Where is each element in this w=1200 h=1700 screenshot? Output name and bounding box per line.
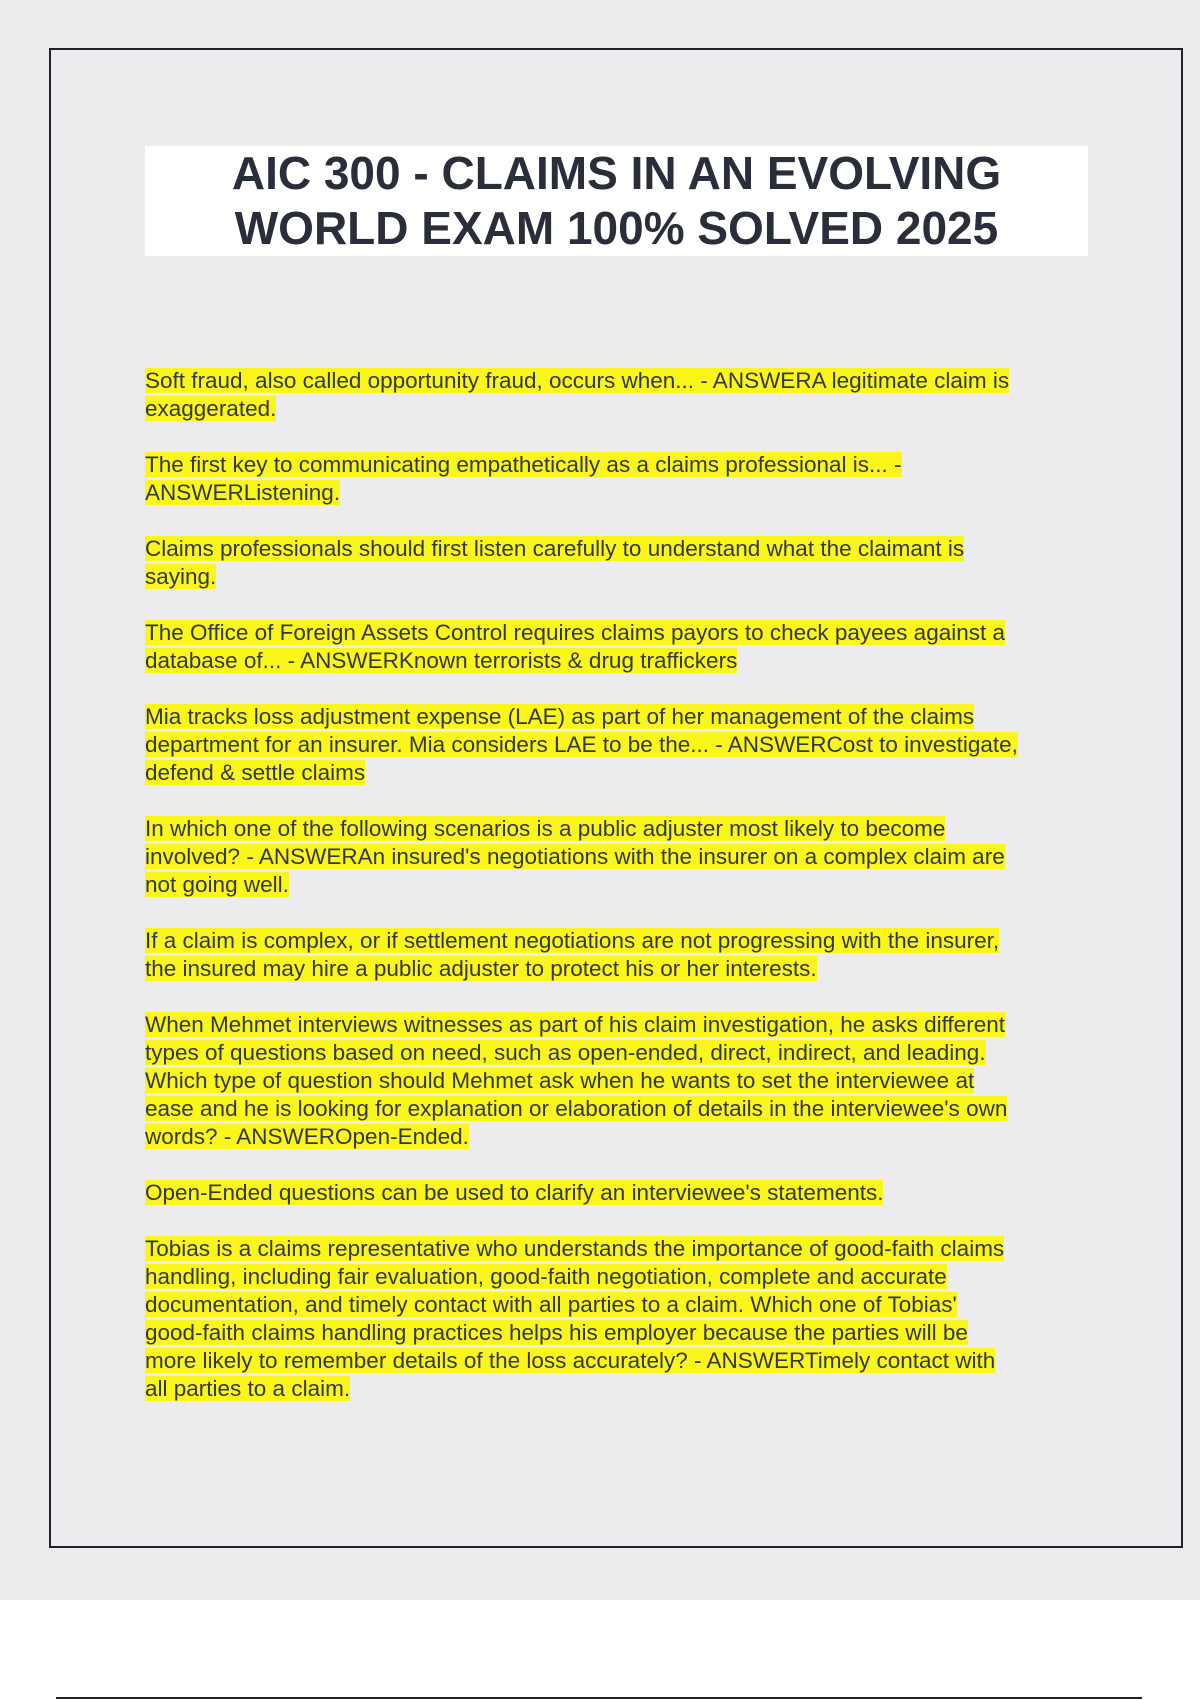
highlighted-text-line: types of questions based on need, such as open-ended, direct, indirect, and leading. <box>145 1040 986 1065</box>
highlighted-text-line: ANSWERListening. <box>145 480 341 505</box>
highlighted-text-line: Mia tracks loss adjustment expense (LAE) as part of her management of the claims <box>145 704 975 729</box>
highlighted-text-line: the insured may hire a public adjuster to protect his or her interests. <box>145 956 817 981</box>
highlighted-text-line: good-faith claims handling practices helps his employer because the parties will be <box>145 1320 968 1345</box>
highlighted-text-line: handling, including fair evaluation, good-faith negotiation, complete and accurate <box>145 1264 947 1289</box>
highlighted-text-line: ease and he is looking for explanation or elaboration of details in the interviewee's own <box>145 1096 1008 1121</box>
highlighted-text-line: documentation, and timely contact with all parties to a claim. Which one of Tobias' <box>145 1292 957 1317</box>
qa-paragraph <box>145 619 1090 675</box>
highlighted-text-line: The Office of Foreign Assets Control requires claims payors to check payees against a <box>145 620 1005 645</box>
document-title <box>145 146 1088 256</box>
highlighted-text-line: If a claim is complex, or if settlement negotiations are not progressing with the insurer, <box>145 928 1000 953</box>
highlighted-text-line: Tobias is a claims representative who understands the importance of good-faith claims <box>145 1236 1005 1261</box>
qa-paragraph <box>145 927 1090 983</box>
highlighted-text-line: Which type of question should Mehmet ask when he wants to set the interviewee at <box>145 1068 975 1093</box>
highlighted-text-line: more likely to remember details of the loss accurately? - ANSWERTimely contact with <box>145 1348 996 1373</box>
qa-paragraph <box>145 815 1090 899</box>
highlighted-text-line: not going well. <box>145 872 289 897</box>
highlighted-text-line: all parties to a claim. <box>145 1376 351 1401</box>
highlighted-text-line: exaggerated. <box>145 396 277 421</box>
qa-paragraph <box>145 1235 1090 1403</box>
qa-paragraph <box>145 367 1090 423</box>
qa-paragraph <box>145 1179 1090 1207</box>
qa-paragraph <box>145 451 1090 507</box>
highlighted-text-line: Open-Ended questions can be used to clarify an interviewee's statements. <box>145 1180 884 1205</box>
highlighted-text-line: Claims professionals should first listen carefully to understand what the claimant is <box>145 536 965 561</box>
qa-paragraph <box>145 1011 1090 1151</box>
highlighted-text-line: When Mehmet interviews witnesses as part of his claim investigation, he asks different <box>145 1012 1005 1037</box>
highlighted-text-line: saying. <box>145 564 217 589</box>
qa-paragraph <box>145 535 1090 591</box>
highlighted-text-line: department for an insurer. Mia considers LAE to be the... - ANSWERCost to investigate, <box>145 732 1018 757</box>
title-line-1: AIC 300 - CLAIMS IN AN EVOLVING <box>231 147 1002 199</box>
title-line-2: WORLD EXAM 100% SOLVED 2025 <box>234 202 999 254</box>
highlighted-text-line: In which one of the following scenarios is a public adjuster most likely to become <box>145 816 946 841</box>
highlighted-text-line: involved? - ANSWERAn insured's negotiations with the insurer on a complex claim are <box>145 844 1005 869</box>
qa-paragraph <box>145 703 1090 787</box>
question-answer-list <box>145 367 1090 1431</box>
highlighted-text-line: defend & settle claims <box>145 760 366 785</box>
highlighted-text-line: words? - ANSWEROpen-Ended. <box>145 1124 469 1149</box>
highlighted-text-line: Soft fraud, also called opportunity fraud, occurs when... - ANSWERA legitimate claim is <box>145 368 1010 393</box>
highlighted-text-line: database of... - ANSWERKnown terrorists & drug traffickers <box>145 648 738 673</box>
page-divider <box>56 1697 1142 1699</box>
highlighted-text-line: The first key to communicating empathetically as a claims professional is... - <box>145 452 902 477</box>
